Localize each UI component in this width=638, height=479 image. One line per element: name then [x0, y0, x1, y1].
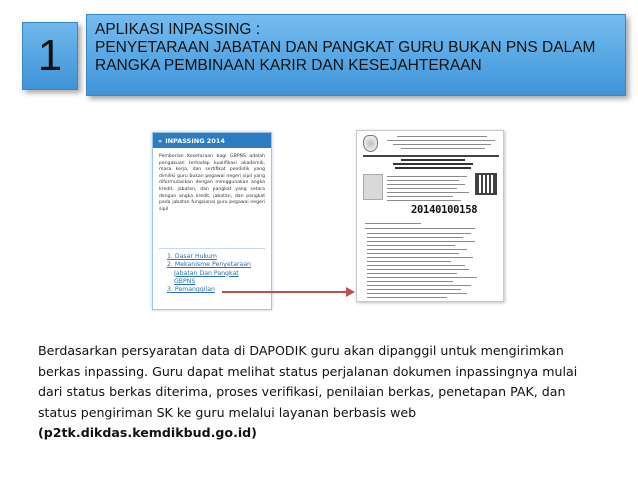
title-line-3: RANGKA PEMBINAAN KARIR DAN KESEJAHTERAAN	[95, 57, 482, 74]
doc-field-line	[387, 192, 469, 193]
doc-title-line	[401, 159, 465, 161]
doc-text-line	[367, 261, 451, 262]
photo-placeholder	[363, 174, 383, 200]
arrow-line	[222, 291, 350, 293]
web-address-link[interactable]: (p2tk.dikdas.kemdikbud.go.id)	[38, 425, 257, 440]
description-line-4: status pengiriman SK ke guru melalui layanan berbasis web	[38, 404, 417, 420]
doc-text-line	[367, 241, 475, 242]
link-pemanggilan[interactable]: 3. Pemanggilan	[167, 286, 215, 294]
seal-icon	[363, 135, 378, 152]
title-line-2: PENYETARAAN JABATAN DAN PANGKAT GURU BUKAN PNS DALAM	[95, 39, 596, 56]
doc-text-line	[367, 237, 463, 238]
link-mekanisme-cont-2[interactable]: GBPNS	[174, 277, 196, 285]
doc-text-line	[367, 297, 447, 298]
description-text	[38, 341, 608, 444]
doc-text-line	[367, 281, 453, 282]
registration-number: 20140100158	[411, 204, 478, 216]
description-line-3: dari status berkas diterima, proses verifikasi, penilaian berkas, penetapan PAK, dan	[38, 384, 566, 399]
doc-rule	[363, 155, 499, 157]
description-line-2: berkas inpassing. Guru dapat melihat status perjalanan dokumen inpassingnya mulai	[38, 363, 578, 379]
doc-text-line	[367, 265, 465, 266]
qr-code-icon	[475, 173, 497, 195]
doc-header-line	[393, 144, 491, 145]
section-number-box	[22, 22, 78, 90]
card-header	[153, 133, 271, 148]
double-chevron-icon: »	[158, 136, 163, 145]
doc-text-line	[367, 245, 455, 246]
doc-text-line	[367, 289, 461, 290]
doc-text-line	[367, 253, 459, 254]
doc-field-line	[387, 176, 467, 177]
link-mekanisme[interactable]: 2. Mekanisme Penyetaraan	[167, 261, 251, 269]
doc-text-line	[367, 257, 473, 258]
doc-text-line	[367, 277, 477, 278]
card-title: INPASSING 2014	[165, 136, 225, 145]
arrow-head-icon	[346, 287, 355, 297]
doc-field-line	[387, 184, 465, 185]
doc-text-line	[367, 285, 471, 286]
slide-title-box	[86, 14, 626, 96]
title-line-1: APLIKASI INPASSING :	[95, 21, 261, 38]
doc-text-line	[367, 269, 469, 270]
doc-header-line	[401, 148, 485, 149]
doc-text-line	[367, 273, 457, 274]
doc-text-line	[367, 249, 467, 250]
card-link-list	[153, 249, 271, 294]
link-mekanisme-cont[interactable]: Jabatan Dan Pangkat	[174, 269, 239, 277]
doc-field-line	[387, 196, 453, 197]
description-line-1: Berdasarkan persyaratan data di DAPODIK guru akan dipanggil untuk mengirimkan	[38, 343, 564, 358]
doc-text-line	[367, 293, 467, 294]
card-description: Pemberian Kesetaraan bagi GBPNS adalah pengakuan terhadap kualifikasi akademik, masa kerja, dan sertifikat pendidik yang dimiliki guru bukan pegawai negeri sipil yang diformulasikan dengan menggunakan angka kredit, jabatan, dan pangkat yang setara dengan angka kredit, jabatan, dan pangkat pada jabatan fungsional guru pegawai negeri sipil	[159, 154, 265, 212]
doc-field-line	[387, 200, 461, 201]
doc-header-line	[397, 136, 487, 137]
doc-header-line	[387, 140, 495, 141]
doc-text-line	[367, 233, 471, 234]
section-number: 1	[37, 31, 63, 80]
document-preview	[356, 130, 504, 302]
doc-text-line	[365, 223, 421, 224]
inpassing-screenshot-card	[152, 132, 272, 310]
doc-title-line	[393, 163, 473, 165]
doc-title-line	[395, 167, 471, 169]
doc-field-line	[387, 180, 459, 181]
link-dasar-hukum[interactable]: 1. Dasar Hukum	[167, 253, 217, 260]
doc-text-line	[365, 228, 475, 229]
doc-field-line	[387, 188, 457, 189]
